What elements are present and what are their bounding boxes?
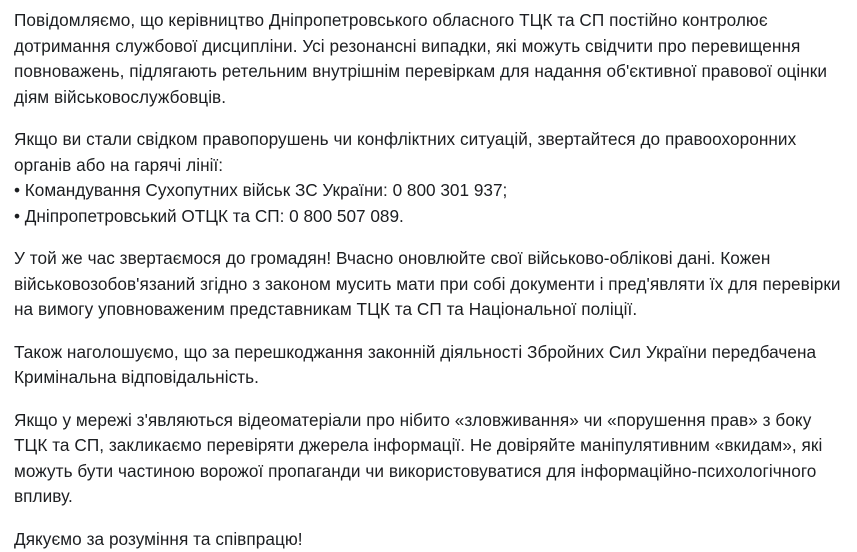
paragraph-discipline-control: Повідомляємо, що керівництво Дніпропетровського обласного ТЦК та СП постійно контролює дотримання службової дисципліни. Усі резонансні випадки, які можуть свідчити про перевищення повноважень, підлягають ретельним внутрішнім перевіркам для надання об'єктивної правової оцінки діям військовослужбовців. [14,8,843,110]
hotline-item-dnipro-otck: • Дніпропетровський ОТЦК та СП: 0 800 507 089. [14,204,843,230]
paragraph-update-military-records: У той же час звертаємося до громадян! Вчасно оновлюйте свої військово-облікові дані. Кожен військовозобов'язаний згідно з законом мусить мати при собі документи і пред'являти їх для перевірки на вимогу уповноваженим представникам ТЦК та СП та Національної поліції. [14,246,843,323]
paragraph-thanks: Дякуємо за розуміння та співпрацю! [14,527,843,552]
hotline-item-army-command: • Командування Сухопутних військ ЗС України: 0 800 301 937; [14,178,843,204]
hotline-list [14,178,843,229]
paragraph-criminal-liability: Також наголошуємо, що за перешкоджання законній діяльності Збройних Сил України передбачена Кримінальна відповідальність. [14,340,843,391]
paragraph-hotline-intro: Якщо ви стали свідком правопорушень чи конфліктних ситуацій, звертайтеся до правоохоронних органів або на гарячі лінії: [14,127,843,178]
paragraph-verify-sources: Якщо у мережі з'являються відеоматеріали про нібито «зловживання» чи «порушення прав» з боку ТЦК та СП, закликаємо перевіряти джерела інформації. Не довіряйте маніпулятивним «вкидам», які можуть бути частиною ворожої пропаганди чи використовуватися для інформаційно-психологічного впливу. [14,408,843,510]
